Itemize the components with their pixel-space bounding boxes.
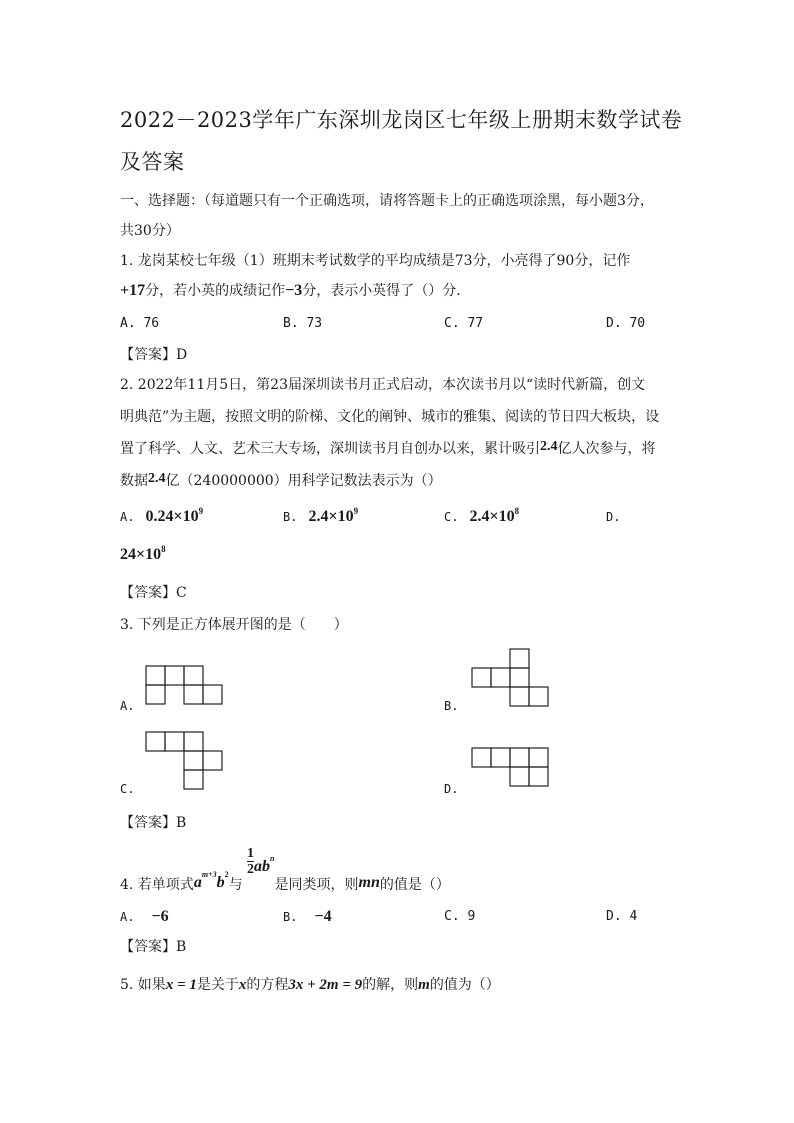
cube-net-b-figure <box>466 644 556 710</box>
cube-net-c-figure <box>140 726 230 792</box>
q4-text-b: 与 <box>228 877 243 893</box>
q4-monomial2: ab <box>254 858 271 875</box>
q4-option-b-math: −4 <box>314 908 332 925</box>
q5-text-c: 的方程 <box>246 977 289 993</box>
q4-line <box>120 846 450 895</box>
q2-option-a-math: 0.24×10 <box>145 508 199 525</box>
q5-text-d: 的解，则 <box>362 977 419 993</box>
q1-option-c: C. 77 <box>444 316 484 331</box>
q2-line1: 2. 2022年11月5日，第23届深圳读书月正式启动，本次读书月以“读时代新篇，创文 <box>120 377 646 393</box>
q5-equation: 3x + 2m = 9 <box>288 977 363 993</box>
q3-answer: 【答案】B <box>120 815 187 831</box>
q2-option-d-exp: 8 <box>161 544 166 554</box>
section-heading-line2: 共30分） <box>120 223 180 239</box>
q5-text-a: 5. 如果 <box>120 977 166 993</box>
q3-label-c: C. <box>120 782 135 796</box>
q1-line2 <box>120 280 461 300</box>
q2-option-a-label: A. <box>120 510 135 524</box>
q2-line3-b: 亿人次参与，将 <box>557 441 656 457</box>
document-title-line1: 2022－2023学年广东深圳龙岗区七年级上册期末数学试卷 <box>120 108 683 132</box>
q4-option-b <box>283 906 332 926</box>
q1-line1: 1. 龙岗某校七年级（1）班期末考试数学的平均成绩是73分，小亮得了90分，记作 <box>120 253 631 269</box>
q4-option-d: D. 4 <box>606 909 638 924</box>
q4-monomial2-exp: n <box>270 854 275 863</box>
q2-option-b <box>283 506 358 526</box>
q4-option-a <box>120 906 169 926</box>
q2-option-a-exp: 9 <box>198 506 204 516</box>
q1-minus3: −3 <box>285 282 303 299</box>
q2-answer: 【答案】C <box>120 585 187 601</box>
q2-value-2-4: 2.4 <box>540 439 558 454</box>
q5-equation-x-equals-1: x = 1 <box>165 977 197 993</box>
q4-monomial1-exp: m+3 <box>201 870 217 879</box>
q1-text-a: 分，若小英的成绩记作 <box>145 283 286 299</box>
q4-fraction-numerator: 1 <box>247 846 255 861</box>
q4-mn: mn <box>358 874 380 891</box>
q2-option-c <box>444 506 519 526</box>
q2-option-c-exp: 8 <box>514 506 520 516</box>
q3-label-b: B. <box>444 699 459 713</box>
q2-option-b-label: B. <box>283 510 298 524</box>
q4-monomial1-a: a <box>193 874 202 891</box>
q5-variable-x: x <box>238 977 247 993</box>
q2-line2: 明典范”为主题，按照文明的阶梯、文化的阐钟、城市的雅集、阅读的节日四大板块，设 <box>120 409 660 425</box>
q5-line <box>120 974 500 994</box>
q2-option-d-label: D. <box>606 510 621 524</box>
q1-option-d: D. 70 <box>606 316 646 331</box>
q4-text-d: 的值是（） <box>379 877 450 893</box>
q2-value-2-4b: 2.4 <box>148 471 166 486</box>
q2-option-c-math: 2.4×10 <box>469 508 515 525</box>
q2-option-c-label: C. <box>444 510 459 524</box>
q2-option-b-exp: 9 <box>353 506 359 516</box>
q1-plus17: +17 <box>120 282 146 299</box>
q3-text: 3. 下列是正方体展开图的是（ ） <box>120 617 348 633</box>
q4-option-a-math: −6 <box>151 908 169 925</box>
q4-option-a-label: A. <box>120 910 135 924</box>
q4-answer: 【答案】B <box>120 939 187 955</box>
q5-text-e: 的值为（） <box>429 977 500 993</box>
q3-label-d: D. <box>444 782 459 796</box>
section-heading-line1: 一、选择题：（每道题只有一个正确选项，请将答题卡上的正确选项涂黑，每小题3分， <box>120 193 654 209</box>
q4-text-c: 是同类项，则 <box>274 877 359 893</box>
q4-monomial1-b: b <box>216 874 225 891</box>
q1-answer: 【答案】D <box>120 347 188 363</box>
q2-line4-a: 数据 <box>120 473 148 489</box>
q2-line3-a: 置了科学、人文、艺术三大专场，深圳读书月自创办以来，累计吸引 <box>120 441 540 457</box>
q1-text-b: 分，表示小英得了（）分. <box>302 283 461 299</box>
q1-option-a: A. 76 <box>120 316 160 331</box>
document-title-line2: 及答案 <box>120 150 185 174</box>
cube-net-a-figure <box>140 660 230 708</box>
q4-fraction-denominator: 2 <box>247 862 255 877</box>
q1-option-b: B. 73 <box>283 316 323 331</box>
q5-variable-m: m <box>418 977 430 993</box>
cube-net-d-figure <box>466 742 556 792</box>
q2-line3 <box>120 438 656 458</box>
q2-option-d <box>120 544 166 564</box>
q5-text-b: 是关于 <box>196 977 239 993</box>
q4-option-c: C. 9 <box>444 909 476 924</box>
q4-fraction-half <box>247 846 254 877</box>
q4-option-b-label: B. <box>283 910 298 924</box>
q2-option-b-math: 2.4×10 <box>308 508 354 525</box>
q2-line4 <box>120 470 442 490</box>
q3-label-a: A. <box>120 699 135 713</box>
q4-text-a: 4. 若单项式 <box>120 877 194 893</box>
q2-option-d-math: 24×10 <box>120 546 162 563</box>
q4-monomial1-b-exp: 2 <box>224 870 229 879</box>
q2-line4-b: 亿（240000000）用科学记数法表示为（） <box>165 473 442 489</box>
q2-option-a <box>120 506 203 526</box>
